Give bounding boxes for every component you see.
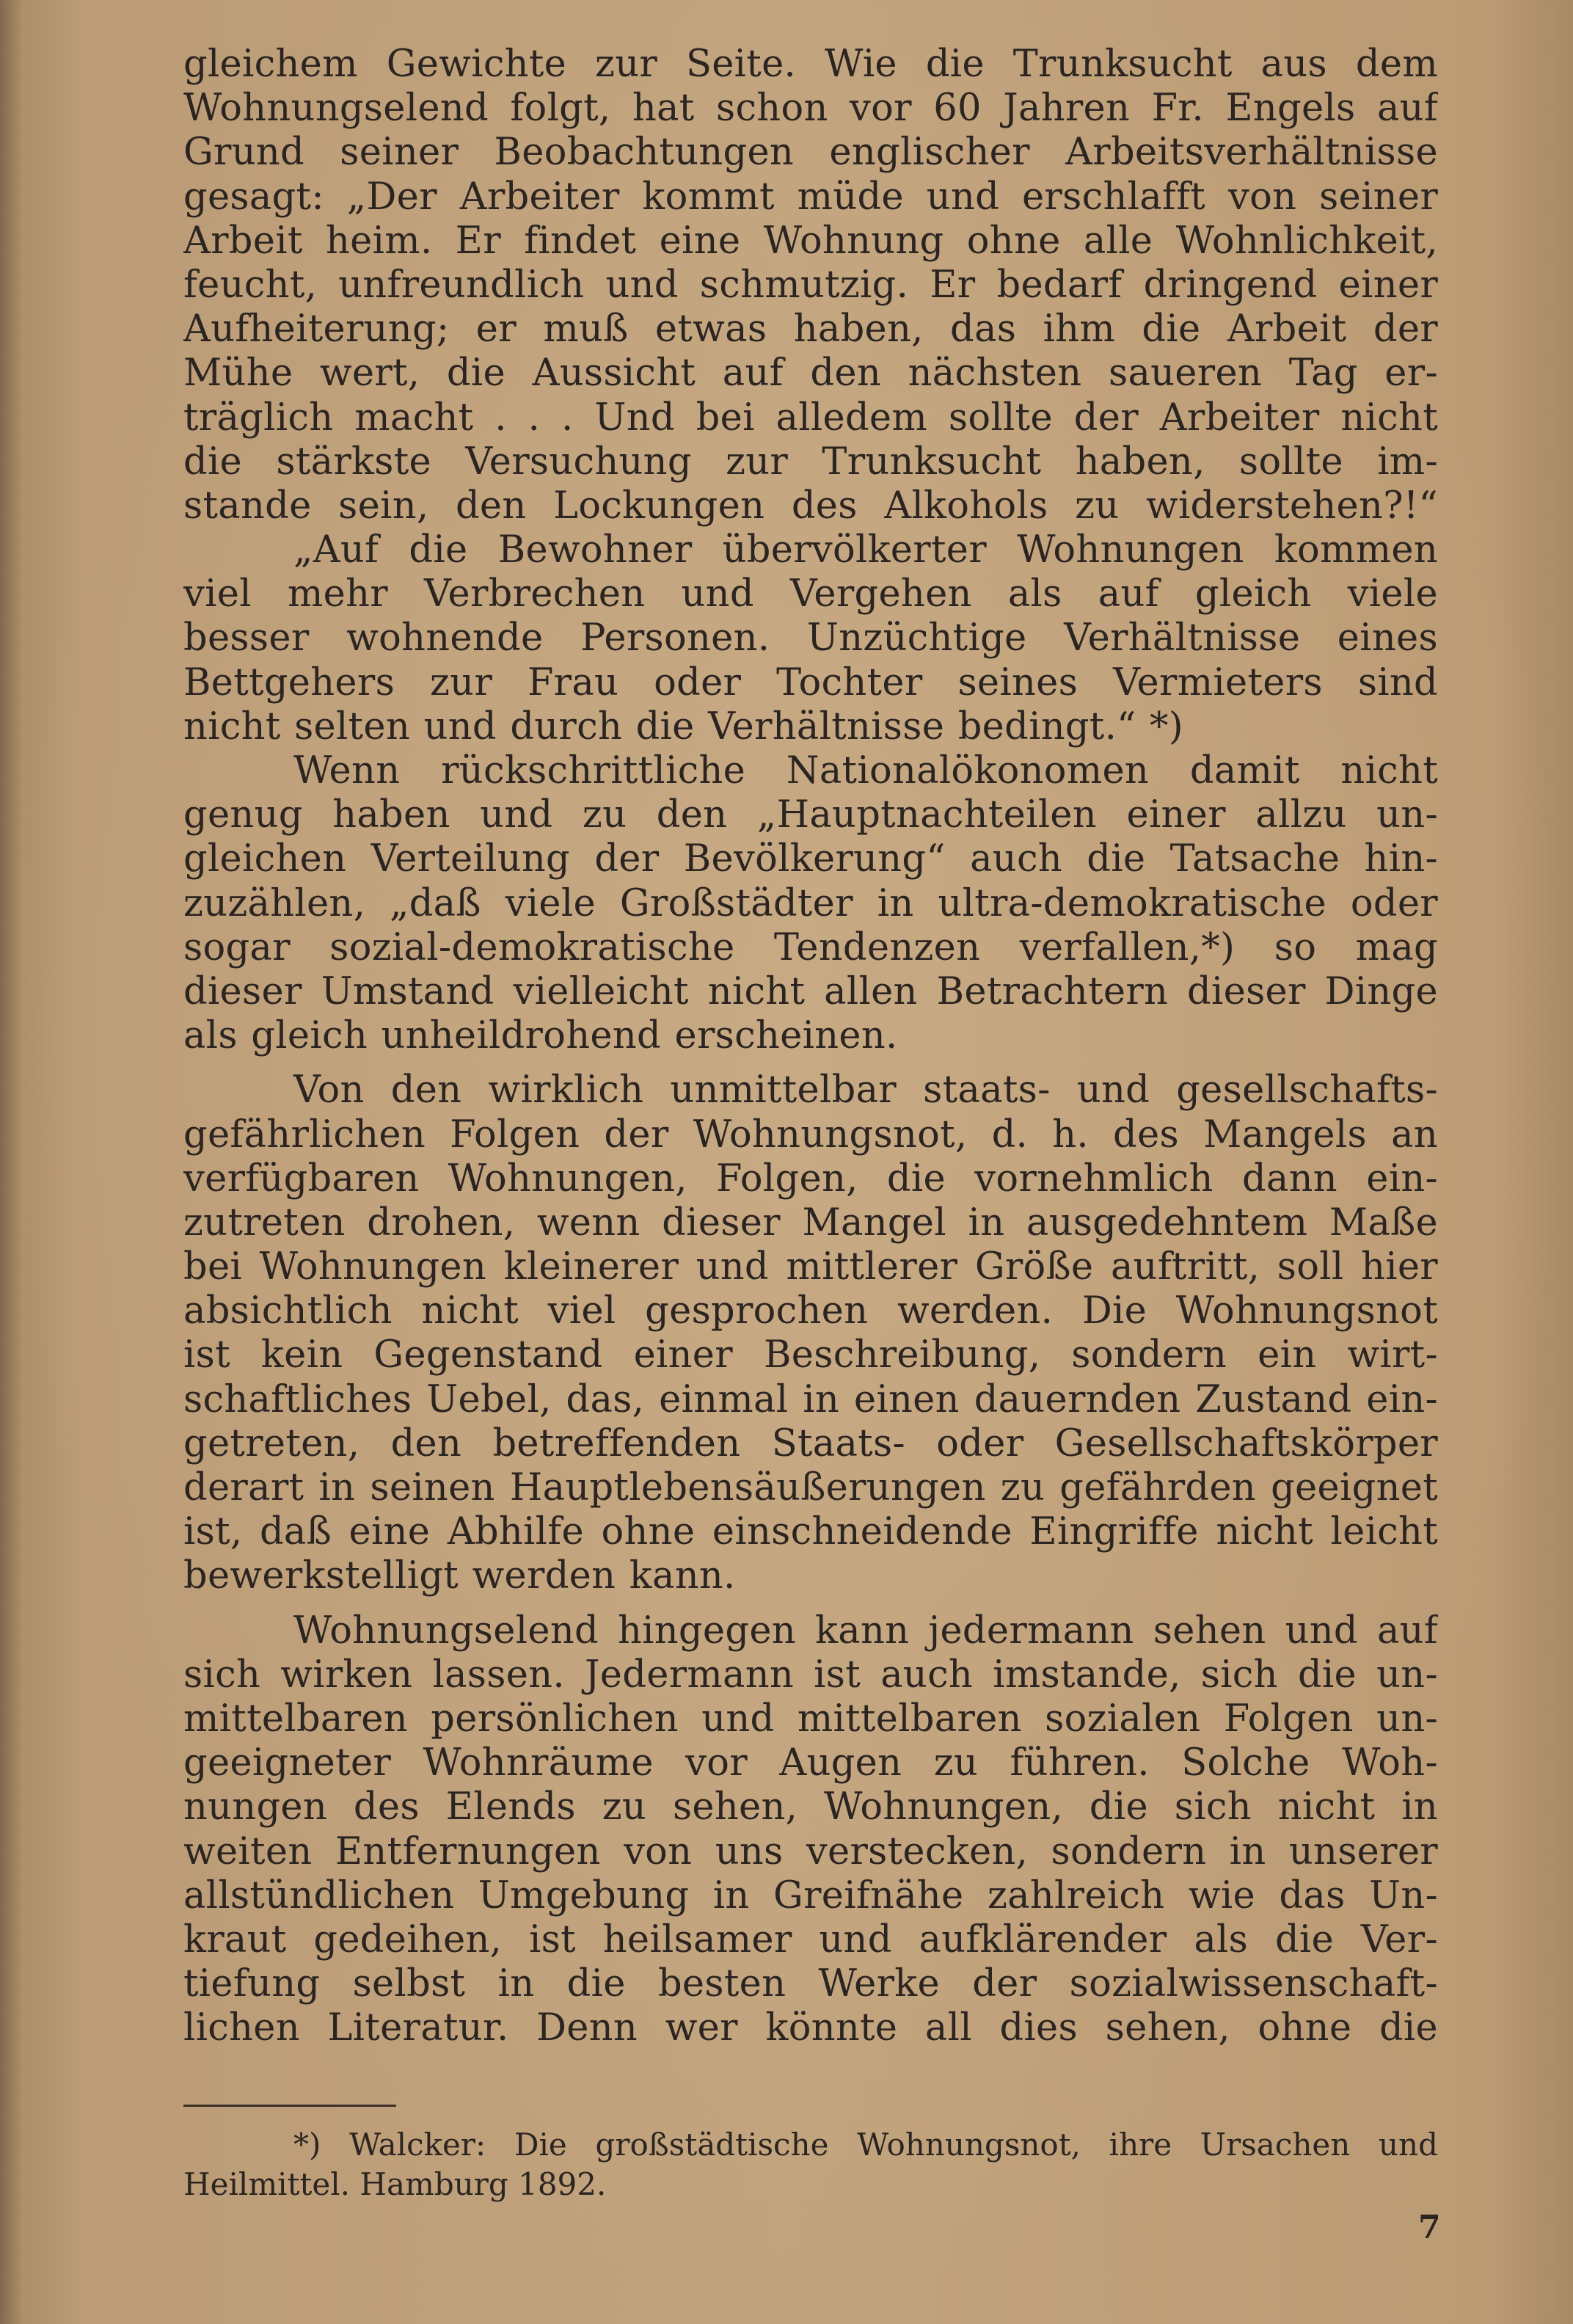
text-line: Von den wirklich unmittelbar staats- und gesellschafts- bbox=[293, 1068, 1438, 1112]
paragraph-2 bbox=[183, 528, 1438, 749]
paragraph-4 bbox=[183, 1068, 1438, 1598]
text-line: geeigneter Wohnräume vor Augen zu führen. Solche Woh- bbox=[183, 1741, 1438, 1785]
text-line: nicht selten und durch die Verhältnisse bedingt.“ *) bbox=[183, 704, 1183, 748]
text-line: zutreten drohen, wenn dieser Mangel in ausgedehntem Maße bbox=[183, 1201, 1438, 1245]
text-line: lichen Literatur. Denn wer könnte all dies sehen, ohne die bbox=[183, 2006, 1438, 2050]
paragraph-3 bbox=[183, 749, 1438, 1058]
text-line: tiefung selbst in die besten Werke der sozialwissenschaft- bbox=[183, 1962, 1438, 2006]
paragraph-gap bbox=[183, 1058, 1438, 1068]
text-line: viel mehr Verbrechen und Vergehen als auf gleich viele bbox=[183, 572, 1438, 616]
text-line: die stärkste Versuchung zur Trunksucht haben, sollte im- bbox=[183, 440, 1438, 484]
text-line: feucht, unfreundlich und schmutzig. Er bedarf dringend einer bbox=[183, 263, 1438, 307]
text-line: ist, daß eine Abhilfe ohne einschneidende Eingriffe nicht leicht bbox=[183, 1510, 1438, 1554]
text-line: allstündlichen Umgebung in Greifnähe zahlreich wie das Un- bbox=[183, 1873, 1438, 1917]
text-line: gleichen Verteilung der Bevölkerung“ auch die Tatsache hin- bbox=[183, 837, 1438, 881]
text-line: bewerkstelligt werden kann. bbox=[183, 1554, 736, 1598]
text-line: dieser Umstand vielleicht nicht allen Betrachtern dieser Dinge bbox=[183, 969, 1438, 1013]
text-line: „Auf die Bewohner übervölkerter Wohnungen kommen bbox=[293, 528, 1438, 572]
text-line: Wohnungselend folgt, hat schon vor 60 Jahren Fr. Engels auf bbox=[183, 87, 1438, 131]
text-line: schaftliches Uebel, das, einmal in einen dauernden Zustand ein- bbox=[183, 1377, 1438, 1421]
text-line: Aufheiterung; er muß etwas haben, das ihm die Arbeit der bbox=[183, 307, 1438, 351]
text-line: mittelbaren persönlichen und mittelbaren sozialen Folgen un- bbox=[183, 1697, 1438, 1741]
footnote bbox=[183, 2125, 1438, 2204]
text-line: absichtlich nicht viel gesprochen werden. Die Wohnungsnot bbox=[183, 1289, 1438, 1333]
footnote-line: *) Walcker: Die großstädtische Wohnungsnot, ihre Ursachen und bbox=[293, 2127, 1438, 2163]
text-line: Mühe wert, die Aussicht auf den nächsten saueren Tag er- bbox=[183, 351, 1438, 396]
text-line: Arbeit heim. Er findet eine Wohnung ohne alle Wohnlichkeit, bbox=[183, 219, 1438, 263]
text-line: gefährlichen Folgen der Wohnungsnot, d. h. des Mangels an bbox=[183, 1112, 1438, 1156]
text-line: gesagt: „Der Arbeiter kommt müde und erschlafft von seiner bbox=[183, 175, 1438, 219]
text-line: sich wirken lassen. Jedermann ist auch imstande, sich die un- bbox=[183, 1653, 1438, 1697]
text-line: träglich macht . . . Und bei alledem sollte der Arbeiter nicht bbox=[183, 396, 1438, 440]
footnote-divider bbox=[183, 2105, 396, 2107]
footnote-line: Heilmittel. Hamburg 1892. bbox=[183, 2166, 607, 2202]
text-line: Wohnungselend hingegen kann jedermann sehen und auf bbox=[293, 1609, 1438, 1653]
text-line: kraut gedeihen, ist heilsamer und aufklärender als die Ver- bbox=[183, 1917, 1438, 1961]
text-line: zuzählen, „daß viele Großstädter in ultra-demokratische oder bbox=[183, 881, 1438, 925]
text-line: besser wohnende Personen. Unzüchtige Verhältnisse eines bbox=[183, 616, 1438, 660]
text-line: sogar sozial-demokratische Tendenzen verfallen,*) so mag bbox=[183, 925, 1438, 969]
text-line: nungen des Elends zu sehen, Wohnungen, die sich nicht in bbox=[183, 1785, 1438, 1829]
body-text bbox=[183, 43, 1438, 2050]
paragraph-5 bbox=[183, 1609, 1438, 2051]
text-line: genug haben und zu den „Hauptnachteilen einer allzu un- bbox=[183, 793, 1438, 837]
paragraph-gap bbox=[183, 1599, 1438, 1609]
text-line: stande sein, den Lockungen des Alkohols zu widerstehen?!“ bbox=[183, 484, 1438, 528]
text-line: verfügbaren Wohnungen, Folgen, die vornehmlich dann ein- bbox=[183, 1156, 1438, 1201]
text-line: Wenn rückschrittliche Nationalökonomen damit nicht bbox=[293, 749, 1438, 793]
text-line: derart in seinen Hauptlebensäußerungen zu gefährden geeignet bbox=[183, 1466, 1438, 1509]
text-line: Grund seiner Beobachtungen englischer Arbeitsverhältnisse bbox=[183, 131, 1438, 175]
paragraph-1 bbox=[183, 43, 1438, 528]
text-line: getreten, den betreffenden Staats- oder Gesellschaftskörper bbox=[183, 1421, 1438, 1465]
text-line: bei Wohnungen kleinerer und mittlerer Größe auftritt, soll hier bbox=[183, 1245, 1438, 1289]
text-line: ist kein Gegenstand einer Beschreibung, sondern ein wirt- bbox=[183, 1333, 1438, 1377]
text-line: gleichem Gewichte zur Seite. Wie die Trunksucht aus dem bbox=[183, 43, 1438, 86]
page-edge-shadow bbox=[0, 0, 22, 2324]
page-number: 7 bbox=[1418, 2209, 1441, 2246]
text-line: weiten Entfernungen von uns verstecken, sondern in unserer bbox=[183, 1829, 1438, 1873]
text-line: als gleich unheildrohend erscheinen. bbox=[183, 1014, 898, 1058]
text-line: Bettgehers zur Frau oder Tochter seines Vermieters sind bbox=[183, 660, 1438, 704]
